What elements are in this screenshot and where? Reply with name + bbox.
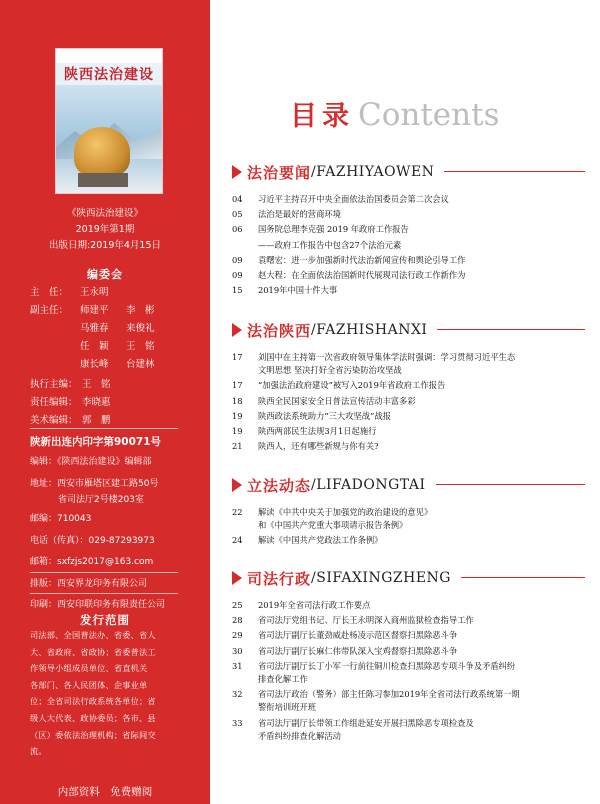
toc-entry[interactable] [232,208,585,221]
entry-title [258,534,585,547]
entry-title [258,395,585,408]
entry-title-line: 和《中国共产党重大事项请示报告条例》 [258,520,408,531]
page-number: 09 [232,270,243,281]
email: 邮箱：sxfzjs2017@163.com [30,557,154,567]
entry-title [258,425,585,438]
entry-title-line: 陕西两部民生法规3月1日起施行 [258,426,377,437]
address-line-1: 地址：西安市雁塔区建工路50号 [30,479,159,489]
license-number: 陕新出连内印字第90071号 [30,436,162,448]
toc-section [232,566,585,745]
editorial-member-name: 任 颖 [80,341,109,352]
title-chinese: 目录 [290,101,354,132]
page-number: 29 [232,630,243,641]
entry-title-line: ——政府工作报告中包含27个法治元素 [258,239,402,250]
page-number: 21 [232,441,243,452]
editorial-heading: 编委会 [87,268,123,281]
section-header [232,473,585,497]
entry-title-line: 陕西全民国家安全日普法宣传活动丰富多彩 [258,395,416,406]
entry-title-line: 赵大程：在全面依法治国新时代展现司法行政工作新作为 [258,270,466,281]
toc-entry[interactable] [232,506,585,532]
toc-entry[interactable] [232,193,585,206]
title-english: Contents [358,97,500,133]
distribution-line: 司法部、全国普法办、省委、省人 [30,630,156,640]
page-number: 25 [232,600,243,610]
entry-title [258,506,585,532]
editorial-role: 责任编辑： [30,397,78,408]
section-title-chinese: 法治陕西 [247,321,312,340]
cover-lion-statue-image [74,127,130,177]
entry-title-line: 排查化解工作 [258,674,308,685]
toc-entry[interactable] [232,410,585,423]
editorial-member-name: 郭 鹏 [82,415,111,426]
sidebar [0,0,210,804]
distribution-line: （区）委依法治理机构；省际间交 [30,729,156,740]
page-number: 32 [232,689,243,700]
distribution-line: 位；全省司法行政系统各单位；省 [30,696,156,707]
editorial-member-name: 康长峰 [80,359,109,370]
entry-title-line: 习近平主持召开中央全面依法治国委员会第二次会议 [258,194,449,204]
entry-title-line: 警衔培训班开班 [258,702,317,713]
section-label [232,473,436,497]
typesetting-company: 排版：西安界龙印务有限公司 [30,579,148,589]
entry-title [258,717,585,743]
page-number: 19 [232,426,243,437]
section-label [232,318,437,342]
toc-entry[interactable] [232,379,585,392]
entry-title [258,614,585,627]
entry-title [258,239,585,252]
editorial-member-name: 李晓惠 [82,397,111,408]
toc-entry[interactable] [232,660,585,686]
toc-entry[interactable] [232,425,585,438]
entry-list [232,599,585,743]
editor-unit: 编辑：《陕西法治建设》编辑部 [30,457,152,467]
editorial-role: 主 任： [30,287,69,298]
entry-title-line: “加强法治政府建设”被写入2019年省政府工作报告 [258,380,446,391]
entry-title [258,223,585,236]
page-number: 33 [232,717,243,728]
chevron-right-icon [232,571,242,585]
entry-title [258,254,585,267]
page-number: 30 [232,645,243,656]
toc-entry[interactable] [232,223,585,236]
entry-list [232,193,585,297]
page-number: 17 [232,380,243,391]
page-title [290,94,499,133]
toc-entry[interactable] [232,269,585,282]
distribution-scope [30,627,182,760]
publication-date: 出版日期:2019年4月15日 [48,240,161,251]
distribution-line: 流。 [30,746,47,757]
editorial-member-name: 来俊礼 [126,323,155,334]
section-header [232,566,585,590]
address-line-2: 省司法厅2号楼203室 [58,495,144,505]
printing-company: 印刷：西安印联印务有限责任公司 [30,600,166,610]
entry-title [258,284,585,297]
toc-entry[interactable] [232,688,585,714]
distribution-line: 大、省政府、省政协；省委普法工 [30,646,156,657]
magazine-name: 《陕西法治建设》 [66,208,143,219]
distribution-heading: 发行范围 [80,613,130,627]
cover-title: 陕西法治建设 [64,67,154,83]
section-label [232,160,444,184]
entry-title-line: 文明思想 坚决打好全省污染防治攻坚战 [258,365,402,376]
section-title-chinese: 司法行政 [247,569,312,588]
toc-entry[interactable] [232,254,585,267]
entry-title [258,688,585,714]
section-header [232,318,585,342]
chevron-right-icon [232,478,242,492]
entry-title-line: 矛盾纠纷排查化解活动 [258,730,341,741]
divider [30,572,178,573]
editorial-member-name: 师建平 [80,305,109,316]
page-number: 06 [232,224,243,235]
toc-entry[interactable] [232,395,585,408]
toc-entry[interactable] [232,629,585,642]
editorial-member-name: 李 彬 [126,305,155,316]
page-number: 17 [232,352,243,362]
editorial-member-name: 王 铭 [82,379,111,390]
entry-title [258,629,585,642]
toc-entry[interactable] [232,534,585,547]
toc-entry[interactable] [232,284,585,297]
entry-title-line: 袁曙宏：进一步加强新时代法治新闻宣传和舆论引导工作 [258,254,466,265]
entry-title-line: 国务院总理李克强 2019 年政府工作报告 [258,224,409,235]
section-title-english: /SIFAXINGZHENG [311,570,451,586]
entry-title-line: 2019年全省司法行政工作要点 [258,600,371,610]
page-number: 04 [232,194,243,204]
editorial-role: 副主任： [30,305,69,316]
toc-entry[interactable] [232,599,585,612]
entry-title [258,599,585,612]
entry-title-line: 解读《中国共产党政法工作条例》 [258,535,383,546]
editorial-member-name: 王永明 [80,287,109,298]
free-internal-notice: 内部资料 免费赠阅 [57,786,153,798]
entry-title-line: 省司法厅副厅长董劲威赴杨凌示范区督察扫黑除恶斗争 [258,630,458,641]
toc-entry[interactable] [232,614,585,627]
section-title-chinese: 法治要闻 [247,163,312,182]
distribution-line: 级人大代表、政协委员；各市、县 [30,712,156,723]
editorial-role: 执行主编： [30,379,78,390]
entry-title-line: 省司法厅党组书记、厅长王永明深入商州监狱检查指导工作 [258,615,474,626]
page-number: 22 [232,507,243,517]
toc-section [232,318,585,455]
entry-title-line: 省司法厅副厅长丁小军一行前往铜川检查扫黑除恶专项斗争及矛盾纠纷 [258,660,516,671]
entry-title [258,660,585,686]
section-title-chinese: 立法动态 [247,476,312,495]
editorial-role: 美术编辑： [30,415,78,426]
editorial-member-name: 马雅春 [80,323,109,334]
entry-title-line: 陕西政法系统助力“三大攻坚战”战报 [258,410,391,421]
section-title-english: /FAZHISHANXI [311,322,428,338]
cover-thumbnail [55,48,163,194]
page-number: 15 [232,285,243,296]
divider [30,593,178,594]
entry-title-line: 省司法厅副厅长带领工作组赴延安开展扫黑除恶专项检查及 [258,717,474,728]
entry-title-line: 法治是最好的营商环境 [258,209,341,220]
page-number: 09 [232,254,243,265]
entry-title [258,410,585,423]
section-header [232,160,585,184]
page-number: 31 [232,660,243,671]
page-number: 28 [232,615,243,626]
toc-section [232,473,585,550]
distribution-line: 各部门、各人民团体、企事业单 [30,679,148,690]
entry-title-line: 解读《中共中央关于加强党的政治建设的意见》 [258,507,433,517]
entry-list [232,351,585,453]
entry-title [258,645,585,658]
entry-title-line: 陕西人，还有哪些新规与你有关? [258,441,379,452]
toc-entry[interactable] [232,351,585,377]
section-label [232,566,461,590]
toc-entry[interactable] [232,645,585,658]
chevron-right-icon [232,323,242,337]
page-number: 19 [232,410,243,421]
section-title-english: /FAZHIYAOWEN [311,164,435,180]
page-number [232,239,258,252]
entry-title-line: 刘国中在主持第一次省政府领导集体学法时强调：学习贯彻习近平生态 [258,352,516,362]
divider [30,428,178,429]
entry-list [232,506,585,548]
entry-title [258,351,585,377]
entry-title [258,440,585,453]
toc-entry[interactable] [232,440,585,453]
toc-section [232,160,585,299]
cover-top-strip [56,49,162,63]
toc-entry[interactable] [232,239,585,252]
page-number: 05 [232,209,243,220]
chevron-right-icon [232,165,242,179]
entry-title-line: 省司法厅政治（警务）部主任陈习参加2019年全省司法行政系统第一期 [258,689,520,700]
section-title-english: /LIFADONGTAI [311,477,426,493]
cover-pedestal-image [78,173,128,187]
issue-number: 2019年第1期 [75,224,135,235]
entry-title [258,269,585,282]
entry-title [258,379,585,392]
phone-fax: 电话（传真）：029-87293973 [30,536,155,546]
page-number: 18 [232,395,243,406]
entry-title-line: 2019年中国十件大事 [258,285,338,296]
entry-title [258,208,585,221]
page-number: 24 [232,535,243,546]
postcode: 邮编：710043 [30,514,92,524]
editorial-member-name: 台建林 [126,359,155,370]
distribution-line: 作领导小组成员单位、省直机关 [30,663,148,674]
entry-title-line: 省司法厅副厅长麻仁伟带队深入宝鸡督察扫黑除恶斗争 [258,645,458,656]
entry-title [258,193,585,206]
editorial-member-name: 王 铭 [126,341,155,352]
toc-entry[interactable] [232,717,585,743]
